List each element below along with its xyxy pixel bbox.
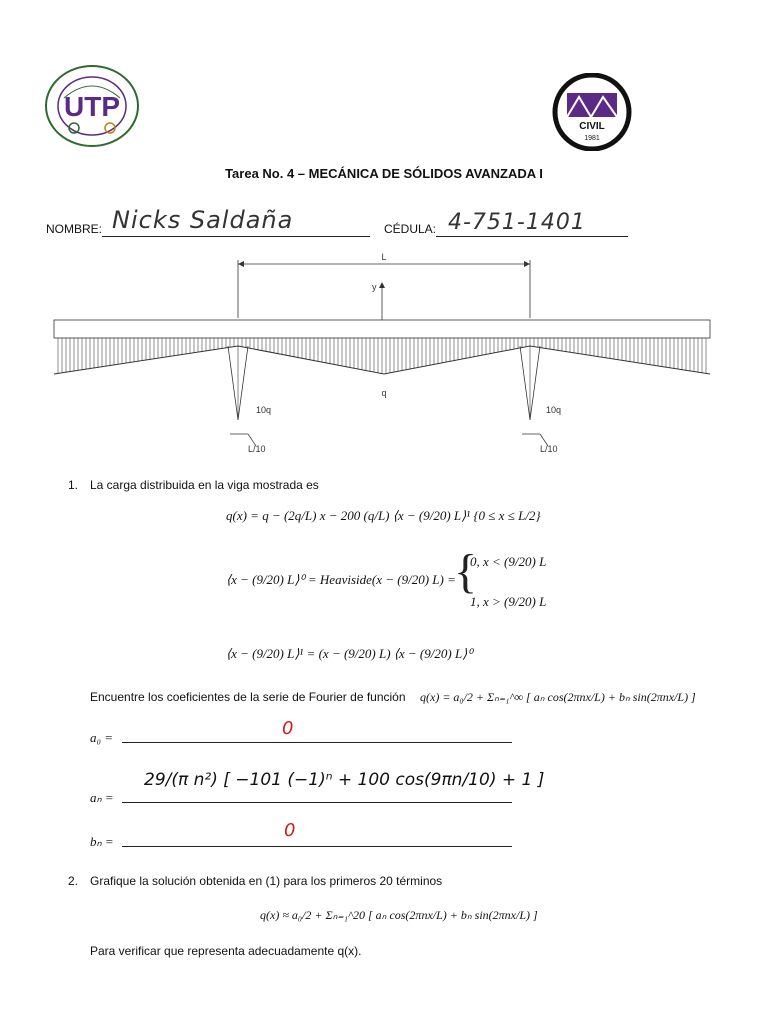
right-width-label: L/10 <box>540 444 558 454</box>
q1-heaviside-brace: { <box>454 545 478 598</box>
q2-verify-text: Para verificar que representa adecuadamente q(x). <box>90 944 362 958</box>
an-answer: 29/(π n²) [ −101 (−1)ⁿ + 100 cos(9πn/10) + 1 ] <box>144 770 545 790</box>
utp-logo <box>44 64 140 148</box>
name-label: NOMBRE: <box>46 222 103 236</box>
name-line <box>102 236 370 237</box>
right-peak-label: 10q <box>546 405 562 415</box>
span-label: L <box>381 252 387 262</box>
an-label: aₙ = <box>90 790 114 805</box>
left-width-label: L/10 <box>248 444 266 454</box>
a0-answer: 0 <box>282 718 295 739</box>
name-value: Nicks Saldaña <box>112 206 294 234</box>
a0-label: a₀ = <box>90 730 114 745</box>
q2-number: 2. <box>68 874 79 888</box>
id-label: CÉDULA: <box>384 222 437 236</box>
beam-diagram <box>50 250 718 460</box>
q1-intro: La carga distribuida en la viga mostrada es <box>90 478 319 492</box>
y-axis-label: y <box>372 282 377 292</box>
load-label: q <box>381 388 387 398</box>
q1-equation-load: q(x) = q − (2q/L) x − 200 (q/L) ⟨x − (9/20) L⟩¹ {0 ≤ x ≤ L/2} <box>226 508 541 523</box>
left-peak-label: 10q <box>256 405 272 415</box>
a0-line <box>122 742 512 743</box>
civil-logo <box>551 73 633 151</box>
civil-logo-year: 1981 <box>584 135 600 142</box>
id-value: 4-751-1401 <box>448 210 586 235</box>
id-line <box>436 236 628 237</box>
bn-answer: 0 <box>284 820 297 841</box>
bn-line <box>122 846 512 847</box>
page-title: Tarea No. 4 – MECÁNICA DE SÓLIDOS AVANZADA I <box>225 166 543 181</box>
q1-number: 1. <box>68 478 79 492</box>
q2-text: Grafique la solución obtenida en (1) para los primeros 20 términos <box>90 874 443 888</box>
q1-fourier-equation: q(x) = a₀/2 + Σₙ₌₁^∞ [ aₙ cos(2πnx/L) + bₙ sin(2πnx/L) ] <box>420 690 696 704</box>
q1-fourier-text: Encuentre los coeficientes de la serie de Fourier de función <box>90 690 406 704</box>
q1-equation-ramp: ⟨x − (9/20) L⟩¹ = (x − (9/20) L) ⟨x − (9/20) L⟩⁰ <box>226 646 473 661</box>
civil-logo-text: CIVIL <box>579 121 605 132</box>
q1-equation-heaviside: ⟨x − (9/20) L⟩⁰ = Heaviside(x − (9/20) L) = <box>226 572 456 587</box>
bn-label: bₙ = <box>90 834 114 849</box>
q1-heaviside-case-0: 0, x < (9/20) L <box>470 554 547 569</box>
q1-heaviside-case-1: 1, x > (9/20) L <box>470 594 547 609</box>
an-line <box>122 802 512 803</box>
distributed-load <box>58 338 706 374</box>
q2-equation: q(x) ≈ a₀/2 + Σₙ₌₁^20 [ aₙ cos(2πnx/L) + bₙ sin(2πnx/L) ] <box>260 908 538 922</box>
utp-letters: UTP <box>64 91 120 122</box>
